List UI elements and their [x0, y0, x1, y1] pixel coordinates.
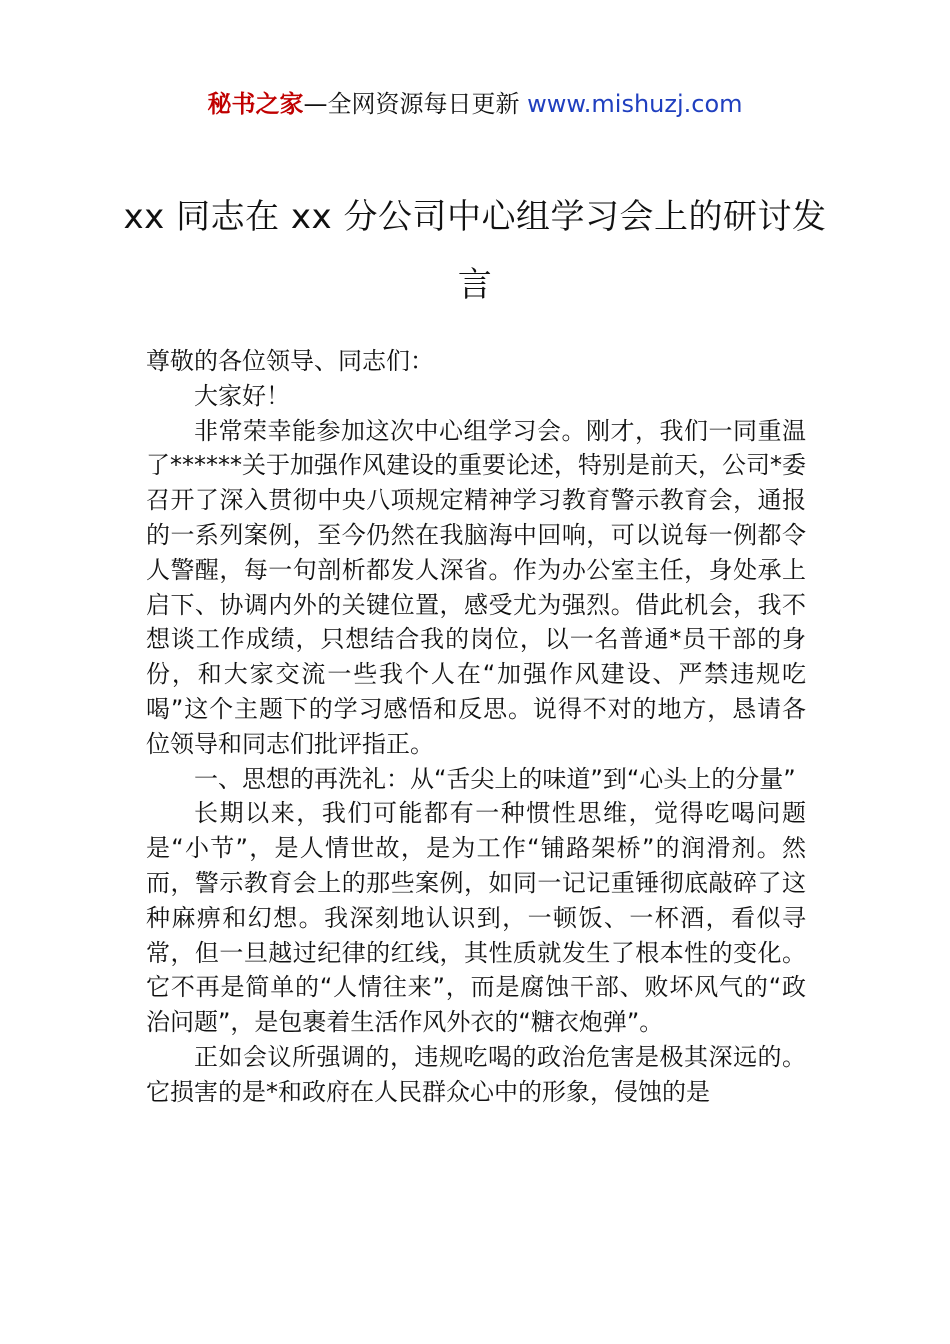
- site-url-link[interactable]: www.mishuzj.com: [527, 90, 743, 118]
- section-heading-1: 一、思想的再洗礼：从“舌尖上的味道”到“心头上的分量”: [194, 764, 796, 793]
- paragraph-section-1: 长期以来，我们可能都有一种惯性思维，觉得吃喝问题是“小节”，是人情世故，是为工作“铺路架桥”的润滑剂。然而，警示教育会上的那些案例，如同一记记重锤彻底敲碎了这种麻痹和幻想。我深刻地认识到，一顿饭、一杯酒，看似寻常，但一旦越过纪律的红线，其性质就发生了根本性的变化。它不再是简单的“人情往来”，而是腐蚀干部、败坏风气的“政治问题”，是包裹着生活作风外衣的“糖衣炮弹”。: [146, 799, 806, 1037]
- site-header: [0, 86, 950, 122]
- salutation: 尊敬的各位领导、同志们：: [146, 347, 434, 375]
- paragraph-political-harm: 正如会议所强调的，违规吃喝的政治危害是极其深远的。它损害的是*和政府在人民群众心中的形象，侵蚀的是: [146, 1042, 806, 1106]
- site-brand: 秘书之家: [207, 90, 304, 118]
- document-title: xx 同志在 xx 分公司中心组学习会上的研讨发言: [123, 197, 827, 305]
- greeting: 大家好！: [194, 381, 290, 410]
- paragraph-intro: 非常荣幸能参加这次中心组学习会。刚才，我们一同重温了******关于加强作风建设的重要论述，特别是前天，公司*委召开了深入贯彻中央八项规定精神学习教育警示教育会，通报的一系列案例，至今仍然在我脑海中回响，可以说每一例都令人警醒，每一句剖析都发人深省。作为办公室主任，身处承上启下、协调内外的关键位置，感受尤为强烈。借此机会，我不想谈工作成绩，只想结合我的岗位，以一名普通*员干部的身份，和大家交流一些我个人在“加强作风建设、严禁违规吃喝”这个主题下的学习感悟和反思。说得不对的地方，恳请各位领导和同志们批评指正。: [146, 416, 806, 758]
- site-tagline: —全网资源每日更新: [303, 90, 528, 118]
- document-body: [146, 344, 806, 1110]
